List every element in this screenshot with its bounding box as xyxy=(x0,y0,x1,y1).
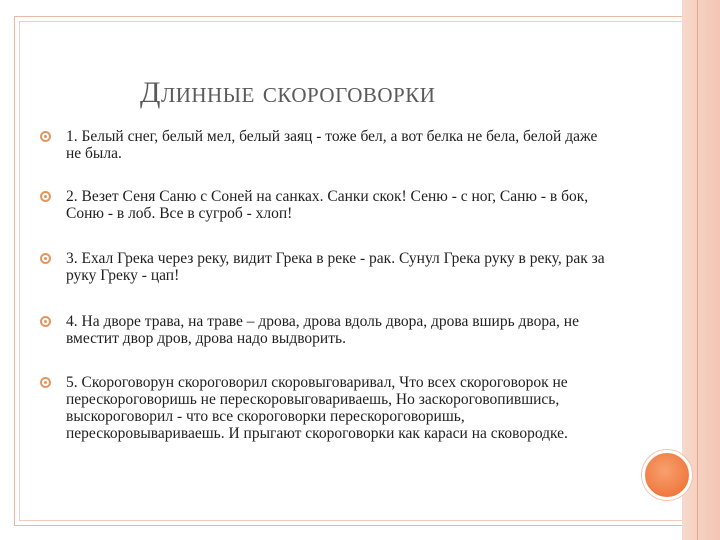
slide-title: Длинные скороговорки xyxy=(140,76,436,109)
bullet-icon xyxy=(40,191,51,202)
decorative-side-line xyxy=(697,0,698,540)
list-item-text: 5. Скороговорун скороговорил скоровыговаривал, Что всех скороговорок не перескороговоришь не перескоровыговариваешь, Но заскороговопившись, выскороговорил - что все скороговорки перескороговоришь, перескоровывариваешь. И прыгают скороговорки как караси на сковородке. xyxy=(66,374,568,442)
list-item-text: 2. Везет Сеня Саню с Соней на санках. Санки скок! Сеню - с ног, Саню - в бок, Соню - в лоб. Все в сугроб - хлоп! xyxy=(66,188,589,222)
decorative-side-strip xyxy=(682,0,720,540)
list-item-text: 4. На дворе трава, на траве – дрова, дрова вдоль двора, дрова вширь двора, не вместит двор дров, дрова надо выдворить. xyxy=(66,313,579,347)
bullet-icon xyxy=(40,131,51,142)
list-item-text: 3. Ехал Грека через реку, видит Грека в реке - рак. Сунул Грека руку в реку, рак за руку Греку - цап! xyxy=(66,250,605,284)
bullet-icon xyxy=(40,316,51,327)
decorative-circle-icon xyxy=(642,450,692,500)
bullet-icon xyxy=(40,377,51,388)
list-item-text: 1. Белый снег, белый мел, белый заяц - тоже бел, а вот белка не бела, белой даже не была. xyxy=(66,128,598,162)
bullet-icon xyxy=(40,253,51,264)
